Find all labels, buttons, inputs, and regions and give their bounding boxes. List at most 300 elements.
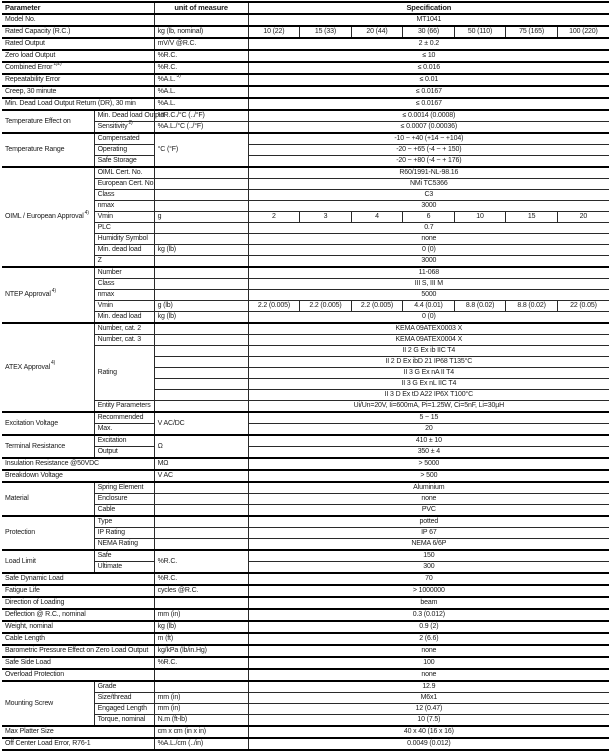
unit-material-spring-element [154,482,248,494]
param-material-text: Material [5,495,29,502]
spec-rated-capacity-r-c-value-5-text: 75 (165) [519,28,545,35]
unit-mounting-screw-torque-nominal [154,715,248,727]
unit-combined-error-text: %R.C. [157,64,178,71]
footnote-marker: 4) [51,360,56,367]
spec-temperature-effect-on-sensitivity-value-text: ≤ 0.0007 (0.00036) [400,123,458,130]
spec-rated-capacity-r-c-value-3 [403,26,455,38]
unit-safe-dynamic-load [154,573,248,585]
spec-atex-approval-rating-value-1-text: II 2 D Ex ibD 21 IP68 T135°C [385,358,473,365]
unit-breakdown-voltage-text: V AC [157,472,173,479]
spec-atex-approval-rating-value-2 [248,368,609,379]
spec-model-no-value [248,14,609,26]
spec-oiml-european-approval-humidity-symbol-value [248,234,609,245]
sublabel-oiml-european-approval-oiml-cert-no-text: OIML Cert. No. [97,169,143,176]
param-weight-nominal [2,621,154,633]
unit-direction-of-loading [154,597,248,609]
spec-combined-error-value-text: ≤ 0.016 [417,64,440,71]
spec-ntep-approval-vmin-value-2-text: 2.2 (0.005) [360,302,394,309]
unit-protection-ip-rating [154,528,248,539]
sublabel-ntep-approval-min-dead-load [94,312,154,324]
spec-mounting-screw-size-thread-value [248,693,609,704]
spec-protection-nema-rating-value-text: NEMA 6/6P [411,540,447,547]
row-safe-side-load [2,657,609,669]
sublabel-protection-nema-rating [94,539,154,551]
row-oiml-european-approval-oiml-cert-no [2,167,609,179]
unit-temperature-effect-on-min-dead-load-output-text: %R.C./°C (../°F) [157,112,205,119]
param-protection [2,516,94,550]
row-fatigue-life [2,585,609,597]
row-safe-dynamic-load [2,573,609,585]
spec-safe-dynamic-load-value [248,573,609,585]
row-protection-type [2,516,609,528]
spec-oiml-european-approval-min-dead-load-value-text: 0 (0) [422,246,436,253]
spec-ntep-approval-vmin-value-6-text: 22 (0.05) [570,302,597,309]
datasheet-page [2,1,609,751]
header-row [2,2,609,14]
sublabel-oiml-european-approval-nmax [94,201,154,212]
param-combined-error [2,62,154,74]
unit-atex-approval-rating-2 [154,368,248,379]
spec-atex-approval-rating-value-0 [248,346,609,357]
unit-zero-load-output-text: %R.C. [157,52,178,59]
param-excitation-voltage-text: Excitation Voltage [5,419,58,427]
param-max-platter-size [2,726,154,738]
param-terminal-resistance [2,435,94,458]
spec-rated-capacity-r-c-value-5 [506,26,558,38]
sublabel-temperature-range-operating [94,145,154,156]
spec-mounting-screw-torque-nominal-value-text: 10 (7.5) [417,716,441,723]
footnote-marker: 1)2) [53,60,62,67]
row-max-platter-size [2,726,609,738]
param-temperature-effect-on-text: Temperature Effect on [5,117,71,125]
spec-ntep-approval-vmin-value-1 [300,301,352,312]
param-excitation-voltage [2,412,94,435]
spec-oiml-european-approval-class-value [248,190,609,201]
row-breakdown-voltage [2,470,609,482]
param-protection-text: Protection [5,529,36,536]
spec-weight-nominal-value-text: 0.9 (2) [419,623,439,630]
sublabel-material-cable [94,505,154,517]
sublabel-temperature-range-operating-text: Operating [97,146,127,153]
spec-material-enclosure-value-text: none [421,495,437,502]
param-deflection-r-c-nominal [2,609,154,621]
param-cable-length [2,633,154,645]
spec-atex-approval-rating-value-1 [248,357,609,368]
spec-excitation-voltage-recommended-value-text: 5 ~ 15 [419,414,439,421]
spec-terminal-resistance-excitation-value [248,435,609,447]
unit-fatigue-life-text: cycles @R.C. [157,587,199,594]
sublabel-ntep-approval-nmax-text: nmax [97,291,115,298]
unit-oiml-european-approval-class [154,190,248,201]
param-insulation-resistance-50vdc-text: Insulation Resistance @50VDC [5,460,99,467]
row-atex-approval-number-cat-2 [2,323,609,335]
sublabel-temperature-effect-on-sensitivity [94,119,154,134]
row-creep-30-minute [2,86,609,98]
spec-rated-output-value [248,38,609,50]
param-mounting-screw [2,681,94,726]
unit-oiml-european-approval-vmin-text: g [157,213,162,220]
param-atex-approval [2,323,94,412]
table-header [2,2,609,14]
param-ntep-approval-text: NTEP Approval [5,291,51,298]
spec-temperature-effect-on-sensitivity-value [248,122,609,134]
specification-table [2,1,609,751]
param-atex-approval-text: ATEX Approval [5,363,50,371]
spec-ntep-approval-class-value-text: III S, III M [414,280,443,287]
sublabel-temperature-range-compensated [94,133,154,145]
sublabel-protection-type [94,516,154,528]
unit-insulation-resistance-50vdc [154,458,248,470]
spec-excitation-voltage-recommended-value [248,412,609,424]
sublabel-mounting-screw-size-thread [94,693,154,704]
sublabel-temperature-range-safe-storage-text: Safe Storage [97,157,137,164]
spec-ntep-approval-vmin-value-0-text: 2.2 (0.005) [257,302,291,309]
spec-atex-approval-entity-parameters-value [248,401,609,413]
spec-rated-capacity-r-c-value-3-text: 30 (66) [417,28,440,35]
param-min-dead-load-output-return-dr-30-min [2,98,154,110]
sublabel-ntep-approval-vmin-text: Vmin [97,302,113,309]
spec-oiml-european-approval-vmin-value-3 [403,212,455,223]
unit-min-dead-load-output-return-dr-30-min-text: %A.L. [157,100,176,107]
spec-oiml-european-approval-vmin-value-4-text: 10 [476,213,484,220]
unit-ntep-approval-number [154,267,248,279]
sublabel-mounting-screw-torque-nominal [94,715,154,727]
spec-mounting-screw-torque-nominal-value [248,715,609,727]
unit-rated-output [154,38,248,50]
row-min-dead-load-output-return-dr-30-min [2,98,609,110]
spec-load-limit-safe-value-text: 150 [423,552,435,559]
sublabel-oiml-european-approval-class [94,190,154,201]
sublabel-temperature-effect-on-min-dead-load-output-text: Min. Dead load Output [97,112,165,119]
spec-oiml-european-approval-nmax-value-text: 3000 [421,202,437,209]
sublabel-mounting-screw-torque-nominal-text: Torque, nominal [97,716,146,723]
spec-ntep-approval-vmin-value-4 [454,301,506,312]
row-deflection-r-c-nominal [2,609,609,621]
sublabel-oiml-european-approval-z [94,256,154,268]
spec-oiml-european-approval-vmin-value-6 [557,212,609,223]
spec-oiml-european-approval-z-value-text: 3000 [421,257,437,264]
spec-ntep-approval-vmin-value-1-text: 2.2 (0.005) [309,302,342,309]
row-rated-output [2,38,609,50]
param-creep-30-minute-text: Creep, 30 minute [5,88,57,95]
spec-protection-type-value [248,516,609,528]
spec-oiml-european-approval-humidity-symbol-value-text: none [421,235,437,242]
spec-breakdown-voltage-value-text: > 500 [420,472,438,479]
unit-temperature-range-text: °C (°F) [157,146,179,153]
spec-repeatability-error-value [248,74,609,86]
sublabel-terminal-resistance-excitation-text: Excitation [97,437,127,444]
footnote-marker: 2) [128,119,133,126]
sublabel-material-spring-element [94,482,154,494]
unit-oiml-european-approval-oiml-cert-no [154,167,248,179]
spec-temperature-range-operating-value [248,145,609,156]
unit-insulation-resistance-50vdc-text: MΩ [157,460,169,467]
spec-fatigue-life-value-text: > 1000000 [412,587,445,594]
spec-rated-capacity-r-c-value-6-text: 100 (220) [569,28,598,35]
spec-oiml-european-approval-oiml-cert-no-value-text: R60/1991-NL-98.16 [399,169,459,176]
row-mounting-screw-grade [2,681,609,693]
spec-ntep-approval-min-dead-load-value [248,312,609,324]
sublabel-atex-approval-number-cat-3-text: Number, cat. 3 [97,336,141,343]
unit-protection-nema-rating [154,539,248,551]
sublabel-protection-ip-rating-text: IP Rating [97,529,125,536]
unit-oiml-european-approval-humidity-symbol [154,234,248,245]
param-off-center-load-error-r76-1 [2,738,154,750]
row-off-center-load-error-r76-1 [2,738,609,750]
spec-oiml-european-approval-european-cert-no-value [248,179,609,190]
spec-ntep-approval-vmin-value-6 [557,301,609,312]
spec-rated-output-value-text: 2 ± 0.2 [418,40,439,47]
sublabel-excitation-voltage-max [94,424,154,436]
unit-model-no [154,14,248,26]
sublabel-mounting-screw-grade-text: Grade [97,683,117,690]
sublabel-oiml-european-approval-nmax-text: nmax [97,202,115,209]
spec-oiml-european-approval-vmin-value-0-text: 2 [272,213,276,220]
row-model-no [2,14,609,26]
param-direction-of-loading [2,597,154,609]
spec-load-limit-ultimate-value [248,562,609,574]
spec-protection-type-value-text: potted [419,518,439,525]
spec-rated-capacity-r-c-value-2 [351,26,403,38]
unit-breakdown-voltage [154,470,248,482]
spec-protection-ip-rating-value [248,528,609,539]
param-creep-30-minute [2,86,154,98]
sublabel-oiml-european-approval-plc-text: PLC [97,224,111,231]
row-overload-protection [2,669,609,681]
sublabel-excitation-voltage-max-text: Max. [97,425,113,432]
spec-oiml-european-approval-vmin-value-5-text: 15 [527,213,536,220]
param-ntep-approval [2,267,94,323]
spec-atex-approval-rating-value-2-text: II 3 G Ex nA II T4 [403,369,455,376]
spec-load-limit-safe-value [248,550,609,562]
sublabel-oiml-european-approval-vmin [94,212,154,223]
unit-max-platter-size-text: cm x cm (in x in) [157,728,206,735]
row-material-spring-element [2,482,609,494]
sublabel-mounting-screw-engaged-length-text: Engaged Length [97,705,147,712]
unit-mounting-screw-engaged-length [154,704,248,715]
unit-max-platter-size [154,726,248,738]
unit-oiml-european-approval-min-dead-load-text: kg (lb) [157,246,176,253]
sublabel-mounting-screw-grade [94,681,154,693]
sublabel-terminal-resistance-output [94,447,154,459]
sublabel-ntep-approval-class [94,279,154,290]
unit-load-limit-text: %R.C. [157,557,178,565]
spec-oiml-european-approval-vmin-value-0 [248,212,300,223]
spec-oiml-european-approval-vmin-value-1 [300,212,352,223]
spec-creep-30-minute-value-text: ≤ 0.0167 [415,88,442,95]
sublabel-oiml-european-approval-min-dead-load [94,245,154,256]
row-terminal-resistance-excitation [2,435,609,447]
unit-load-limit [154,550,248,573]
spec-mounting-screw-size-thread-value-text: M6x1 [420,694,438,701]
header-specification: Specification [248,2,609,14]
sublabel-ntep-approval-class-text: Class [97,280,115,287]
spec-oiml-european-approval-vmin-value-3-text: 6 [426,213,431,220]
unit-mounting-screw-engaged-length-text: mm (in) [157,705,181,712]
row-excitation-voltage-recommended [2,412,609,424]
param-oiml-european-approval-text: OIML / European Approval [5,213,84,220]
sublabel-oiml-european-approval-z-text: Z [97,257,102,264]
sublabel-oiml-european-approval-min-dead-load-text: Min. dead load [97,246,142,253]
unit-combined-error [154,62,248,74]
param-cable-length-text: Cable Length [5,635,45,642]
spec-atex-approval-rating-value-4-text: II 3 D Ex tD A22 IP6X T100°C [384,391,473,398]
sublabel-material-spring-element-text: Spring Element [97,484,144,491]
param-deflection-r-c-nominal-text: Deflection @ R.C., nominal [5,611,86,618]
spec-min-dead-load-output-return-dr-30-min-value-text: ≤ 0.0167 [415,100,442,107]
sublabel-ntep-approval-vmin [94,301,154,312]
spec-excitation-voltage-max-value-text: 20 [425,425,433,432]
spec-repeatability-error-value-text: ≤ 0.01 [419,76,439,83]
param-min-dead-load-output-return-dr-30-min-text: Min. Dead Load Output Return (DR), 30 min [5,100,136,107]
param-safe-side-load [2,657,154,669]
row-zero-load-output [2,50,609,62]
param-insulation-resistance-50vdc [2,458,154,470]
unit-barometric-pressure-effect-on-zero-load-output-text: kg/kPa (lb/in.Hg) [157,647,207,654]
spec-max-platter-size-value [248,726,609,738]
param-rated-capacity-r-c [2,26,154,38]
spec-creep-30-minute-value [248,86,609,98]
unit-atex-approval-number-cat-3 [154,335,248,346]
param-overload-protection-text: Overload Protection [5,671,65,678]
param-model-no [2,14,154,26]
unit-atex-approval-number-cat-2 [154,323,248,335]
unit-creep-30-minute-text: %A.L. [157,88,176,95]
footnote-marker: 4) [51,287,56,294]
unit-barometric-pressure-effect-on-zero-load-output [154,645,248,657]
spec-ntep-approval-vmin-value-5 [506,301,558,312]
unit-oiml-european-approval-z [154,256,248,268]
spec-atex-approval-rating-value-3-text: II 3 G Ex nL IIC T4 [401,380,457,387]
unit-deflection-r-c-nominal [154,609,248,621]
row-insulation-resistance-50vdc [2,458,609,470]
spec-off-center-load-error-r76-1-value-text: 0.0049 (0.012) [407,740,451,747]
sublabel-ntep-approval-number [94,267,154,279]
spec-model-no-value-text: MT1041 [416,16,442,23]
param-max-platter-size-text: Max Platter Size [5,728,54,735]
spec-temperature-effect-on-min-dead-load-output-value-text: ≤ 0.0014 (0.0008) [402,112,456,119]
row-cable-length [2,633,609,645]
spec-ntep-approval-class-value [248,279,609,290]
sublabel-oiml-european-approval-european-cert-no [94,179,154,190]
param-zero-load-output [2,50,154,62]
spec-deflection-r-c-nominal-value [248,609,609,621]
unit-overload-protection [154,669,248,681]
unit-rated-capacity-r-c [154,26,248,38]
param-load-limit [2,550,94,573]
row-direction-of-loading [2,597,609,609]
unit-off-center-load-error-r76-1-text: %A.L./cm (../in) [157,740,204,747]
unit-excitation-voltage [154,412,248,435]
unit-weight-nominal [154,621,248,633]
sublabel-ntep-approval-min-dead-load-text: Min. dead load [97,313,142,320]
spec-oiml-european-approval-vmin-value-4 [454,212,506,223]
spec-ntep-approval-vmin-value-4-text: 8.8 (0.02) [465,302,495,309]
unit-material-enclosure [154,494,248,505]
param-rated-output-text: Rated Output [5,40,45,47]
unit-zero-load-output [154,50,248,62]
sublabel-ntep-approval-nmax [94,290,154,301]
spec-oiml-european-approval-nmax-value [248,201,609,212]
spec-oiml-european-approval-vmin-value-1-text: 3 [323,213,328,220]
unit-oiml-european-approval-vmin [154,212,248,223]
param-safe-dynamic-load-text: Safe Dynamic Load [5,575,64,582]
spec-oiml-european-approval-vmin-value-2-text: 4 [375,213,379,220]
header-unit-of-measure: unit of measure [154,2,248,14]
spec-temperature-range-compensated-value-text: -10 ~ +40 (+14 ~ +104) [394,135,464,142]
sublabel-material-cable-text: Cable [97,506,116,513]
spec-oiml-european-approval-european-cert-no-value-text: NMi TC5366 [409,180,448,187]
unit-mounting-screw-torque-nominal-text: N.m (ft-lb) [157,716,188,723]
sublabel-atex-approval-number-cat-2 [94,323,154,335]
unit-oiml-european-approval-european-cert-no [154,179,248,190]
sublabel-load-limit-safe [94,550,154,562]
spec-ntep-approval-vmin-value-3-text: 4.4 (0.01) [414,302,443,309]
unit-ntep-approval-min-dead-load-text: kg (lb) [157,313,176,320]
spec-atex-approval-number-cat-2-value-text: KEMA 09ATEX0003 X [395,325,463,332]
param-load-limit-text: Load Limit [5,557,36,565]
spec-atex-approval-number-cat-3-value [248,335,609,346]
spec-rated-capacity-r-c-value-1-text: 15 (33) [314,28,337,35]
spec-oiml-european-approval-z-value [248,256,609,268]
unit-mounting-screw-size-thread [154,693,248,704]
sublabel-oiml-european-approval-humidity-symbol-text: Humidity Symbol [97,235,148,242]
spec-material-cable-value-text: PVC [421,506,436,513]
param-combined-error-text: Combined Error [5,64,53,71]
unit-ntep-approval-nmax [154,290,248,301]
param-temperature-effect-on [2,110,94,133]
spec-weight-nominal-value [248,621,609,633]
sublabel-oiml-european-approval-plc [94,223,154,234]
spec-material-spring-element-value-text: Aluminium [413,484,445,491]
sublabel-atex-approval-rating [94,346,154,401]
param-temperature-range [2,133,94,167]
sublabel-load-limit-safe-text: Safe [97,552,112,559]
row-barometric-pressure-effect-on-zero-load-output [2,645,609,657]
unit-temperature-effect-on-sensitivity-text: %A.L./°C (../°F) [157,123,204,130]
spec-rated-capacity-r-c-value-4-text: 50 (110) [467,28,493,35]
spec-safe-dynamic-load-value-text: 70 [425,575,433,582]
spec-rated-capacity-r-c-value-6 [557,26,609,38]
param-overload-protection [2,669,154,681]
spec-oiml-european-approval-class-value-text: C3 [424,191,434,198]
sublabel-excitation-voltage-recommended [94,412,154,424]
unit-terminal-resistance [154,435,248,458]
sublabel-protection-nema-rating-text: NEMA Rating [97,540,138,547]
footnote-marker: 4) [84,209,89,216]
unit-terminal-resistance-text: Ω [157,442,163,450]
sublabel-excitation-voltage-recommended-text: Recommended [97,414,144,421]
row-repeatability-error [2,74,609,86]
param-model-no-text: Model No. [5,16,36,23]
spec-atex-approval-rating-value-4 [248,390,609,401]
spec-ntep-approval-min-dead-load-value-text: 0 (0) [422,313,436,320]
param-breakdown-voltage [2,470,154,482]
spec-ntep-approval-number-value [248,267,609,279]
unit-weight-nominal-text: kg (lb) [157,623,176,630]
spec-atex-approval-number-cat-3-value-text: KEMA 09ATEX0004 X [395,336,463,343]
param-barometric-pressure-effect-on-zero-load-output-text: Barometric Pressure Effect on Zero Load Output [5,647,149,654]
param-off-center-load-error-r76-1-text: Off Center Load Error, R76-1 [5,740,91,747]
param-temperature-range-text: Temperature Range [5,146,65,153]
sublabel-material-enclosure [94,494,154,505]
spec-terminal-resistance-output-value-text: 350 ± 4 [417,448,440,455]
unit-repeatability-error [154,74,248,86]
spec-rated-capacity-r-c-value-4 [454,26,506,38]
param-safe-dynamic-load [2,573,154,585]
unit-oiml-european-approval-nmax [154,201,248,212]
spec-safe-side-load-value [248,657,609,669]
